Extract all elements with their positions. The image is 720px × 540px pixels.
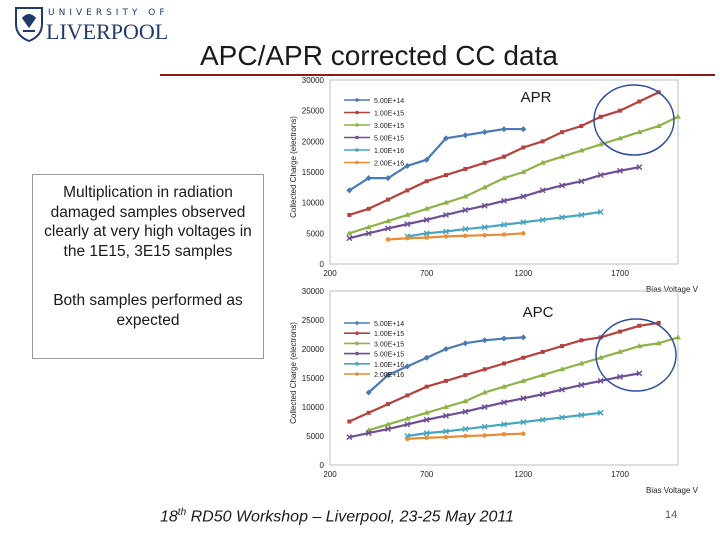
apr-data-point <box>347 213 351 217</box>
apr-data-point <box>599 115 603 119</box>
apc-data-point <box>521 431 525 435</box>
apc-data-point <box>521 356 525 360</box>
apr-legend-label: 1.00E+15 <box>374 110 405 118</box>
apr-legend-label: 5.00E+15 <box>374 135 405 143</box>
apc-data-point <box>444 379 448 383</box>
apc-series-line <box>349 373 639 437</box>
apr-data-point <box>405 188 409 192</box>
apr-x-axis-label: Bias Voltage V <box>645 285 698 294</box>
apc-ytick-label: 20000 <box>301 345 324 354</box>
apr-legend-label: 3.00E+15 <box>374 123 405 130</box>
apc-legend-label: 3.00E+15 <box>374 341 405 349</box>
apr-ytick-label: 5000 <box>306 229 324 239</box>
apc-chart-title: APC <box>522 304 554 321</box>
apc-ytick-label: 30000 <box>301 287 324 296</box>
apr-legend-label: 1.00E+16 <box>374 148 405 155</box>
apc-y-axis-label: Collected Charge (electrons) <box>289 322 298 424</box>
apc-xtick-label: 1200 <box>514 470 533 479</box>
apr-data-point <box>386 198 390 202</box>
apc-legend-marker <box>355 362 359 366</box>
apr-data-point <box>637 99 641 103</box>
apr-data-point <box>521 231 525 235</box>
apr-ytick-label: 20000 <box>301 137 324 147</box>
apr-xtick-label: 700 <box>419 269 434 278</box>
note-samples-expected: Both samples performed as expected <box>53 292 243 329</box>
apc-data-point <box>541 350 545 354</box>
apr-data-point <box>482 129 488 135</box>
apc-data-point <box>386 402 390 406</box>
apr-legend-marker <box>355 148 359 152</box>
apc-series-line <box>369 337 678 430</box>
apr-data-point <box>675 114 681 119</box>
apr-y-axis-label: Collected Charge (electrons) <box>289 116 298 218</box>
apc-data-point <box>502 362 506 366</box>
apr-legend-label: 5.00E+14 <box>374 98 405 105</box>
footer-ordinal: th <box>177 507 187 518</box>
apc-legend-marker <box>355 372 359 376</box>
apr-series-line <box>349 117 678 234</box>
apc-chart <box>268 283 708 503</box>
apr-data-point <box>521 145 525 149</box>
notes-textbox <box>32 174 264 359</box>
apc-data-point <box>560 344 564 348</box>
apc-legend-marker <box>355 331 359 335</box>
apr-data-point <box>618 109 622 113</box>
slide-title: APC/APR corrected CC data <box>200 40 558 71</box>
apc-legend-label: 5.00E+14 <box>374 321 405 328</box>
apr-legend-marker <box>355 111 359 115</box>
apc-ytick-label: 15000 <box>301 374 324 383</box>
apr-data-point <box>463 167 467 171</box>
note-multiplication: Multiplication in radiation damaged samples observed clearly at very high voltages in the 1E15, 3E15 samples <box>44 184 252 260</box>
apc-legend-marker <box>355 321 359 325</box>
apr-data-point <box>560 130 564 134</box>
apc-legend-label: 1.00E+16 <box>374 361 405 369</box>
university-label-main: LIVERPOOL <box>46 19 169 44</box>
apc-ytick-label: 5000 <box>306 432 324 441</box>
apc-data-point <box>501 336 507 342</box>
apc-data-point <box>579 338 583 342</box>
apc-ytick-label: 25000 <box>301 316 324 325</box>
apr-data-point <box>502 232 506 236</box>
apc-data-point <box>405 393 409 397</box>
apc-ytick-label: 10000 <box>301 403 324 412</box>
apc-data-point <box>347 420 351 424</box>
apc-data-point <box>520 334 526 340</box>
apr-data-point <box>541 139 545 143</box>
apr-data-point <box>367 207 371 211</box>
page-number: 14 <box>665 509 678 521</box>
apr-data-point <box>463 234 467 238</box>
apr-ytick-label: 10000 <box>301 198 324 208</box>
apc-legend-label: 2.00E+16 <box>374 372 405 379</box>
apr-data-point <box>579 124 583 128</box>
apr-data-point <box>444 173 448 177</box>
apr-legend-marker <box>355 136 359 140</box>
apc-legend-marker <box>355 352 359 356</box>
apr-data-point <box>425 179 429 183</box>
apc-xtick-label: 200 <box>323 470 337 479</box>
apc-data-point <box>444 435 448 439</box>
apr-chart <box>268 72 708 294</box>
apc-data-point <box>482 337 488 343</box>
apr-chart-title: APR <box>520 89 552 106</box>
university-label-top: UNIVERSITY OF <box>48 8 169 18</box>
apr-data-point <box>483 161 487 165</box>
apr-legend-label: 2.00E+16 <box>374 160 405 168</box>
apr-legend-marker <box>355 98 359 102</box>
apc-data-point <box>463 434 467 438</box>
apr-data-point <box>462 132 468 138</box>
apr-data-point <box>502 155 506 159</box>
apr-xtick-label: 1700 <box>611 269 629 278</box>
apr-ytick-label: 25000 <box>301 106 324 116</box>
apr-highlight-ellipse <box>594 85 674 155</box>
apr-ytick-label: 30000 <box>301 76 324 85</box>
apr-data-point <box>405 236 409 240</box>
apc-legend-label: 5.00E+15 <box>374 351 405 359</box>
footer-event: RD50 Workshop – Liverpool, 23-25 May 2011 <box>186 508 515 526</box>
university-crest-icon <box>14 6 44 42</box>
apr-series-line <box>349 167 639 238</box>
apc-data-point <box>462 340 468 346</box>
apc-data-point <box>463 373 467 377</box>
apr-xtick-label: 1200 <box>514 269 533 278</box>
apr-data-point <box>482 233 486 237</box>
apr-ytick-label: 0 <box>319 260 324 269</box>
apc-legend-label: 1.00E+15 <box>374 331 405 339</box>
apr-ytick-label: 15000 <box>301 168 324 177</box>
apr-legend-marker <box>355 123 359 127</box>
apr-data-point <box>520 126 526 132</box>
apr-data-point <box>424 235 428 239</box>
apc-data-point <box>483 367 487 371</box>
apc-data-point <box>637 324 641 328</box>
apc-ytick-label: 0 <box>319 461 324 470</box>
apr-legend-marker <box>355 161 359 165</box>
apc-xtick-label: 1700 <box>611 470 629 479</box>
apc-legend-marker <box>355 342 359 346</box>
apr-data-point <box>501 126 507 132</box>
apc-xtick-label: 700 <box>419 470 434 479</box>
footer-number: 18 <box>160 508 178 526</box>
apc-data-point <box>367 411 371 415</box>
apc-data-point <box>425 385 429 389</box>
apr-data-point <box>386 237 390 241</box>
apc-data-point <box>502 432 506 436</box>
apc-data-point <box>424 436 428 440</box>
apr-data-point <box>444 234 448 238</box>
apc-data-point <box>405 437 409 441</box>
apc-data-point <box>618 330 622 334</box>
apc-x-axis-label: Bias Voltage V <box>645 486 698 495</box>
apr-xtick-label: 200 <box>323 269 337 278</box>
footer-text <box>160 507 514 526</box>
apc-data-point <box>482 433 486 437</box>
